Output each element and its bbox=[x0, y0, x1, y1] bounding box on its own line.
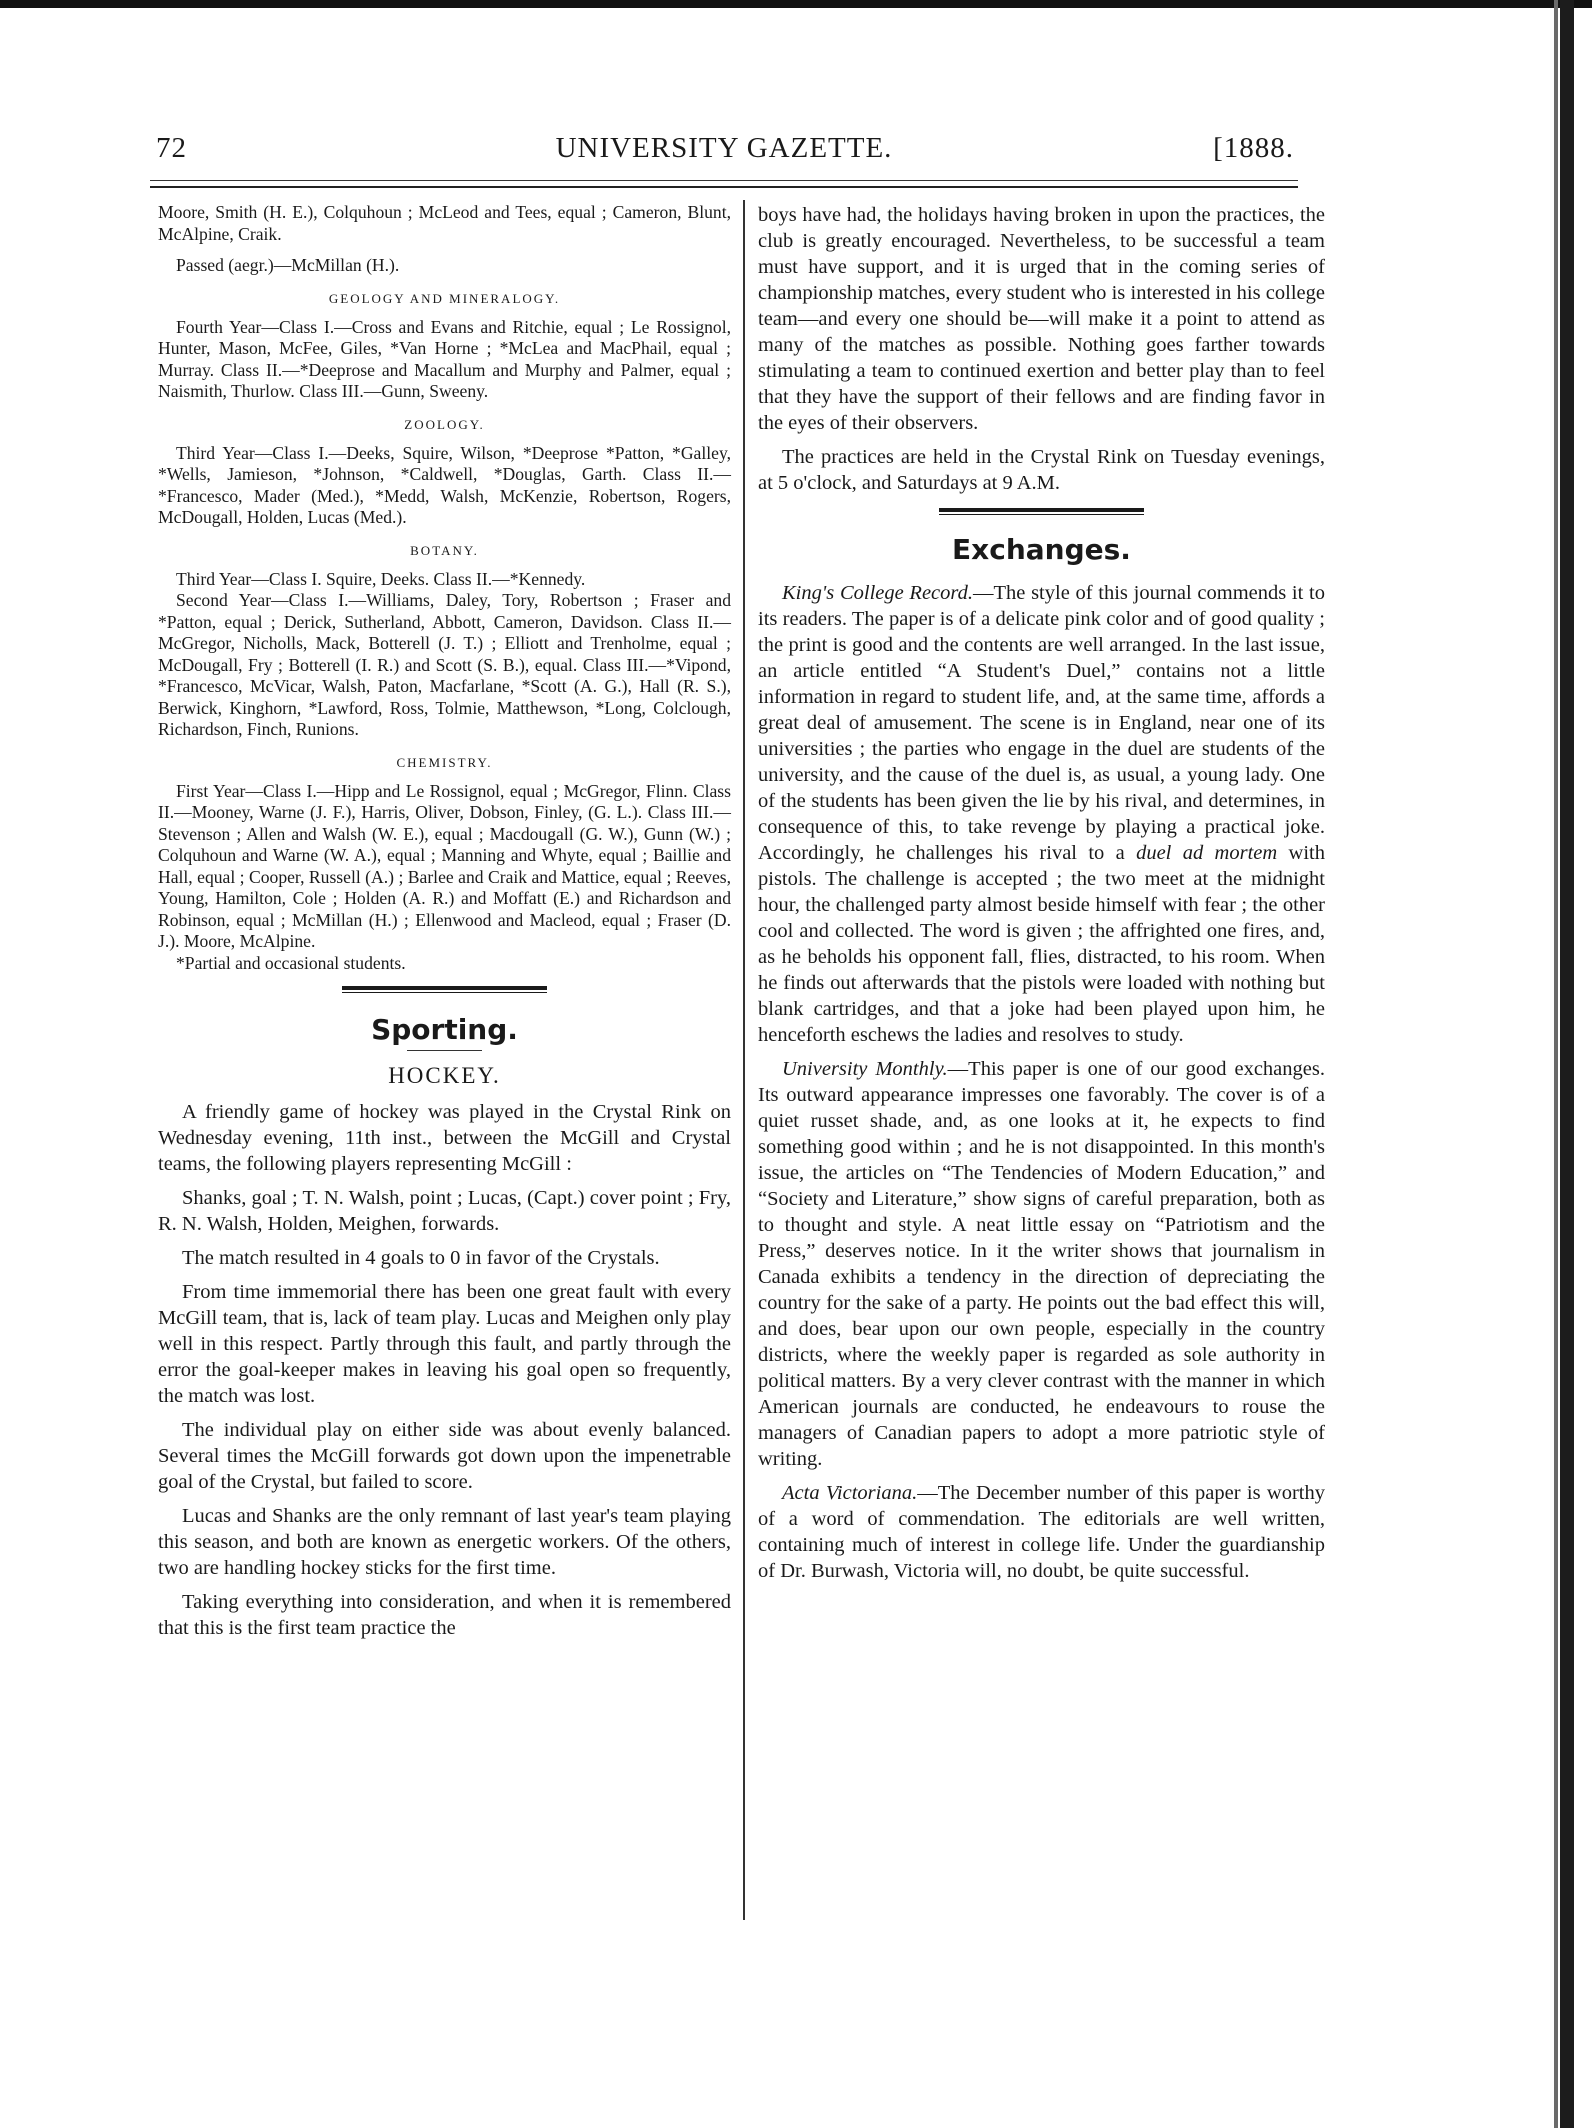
review-text: with pistols. The challenge is accepted ; the two meet at the midnight hour, the challenged party almost beside himself with fear ; the other cool and collected. The word is given ; the affrighted one fires, and, as he beholds his opponent fall, flies, distracted, to his room. When he finds out afterwards that the pistols were loaded with nothing but blank cartridges, and that a joke had been played upon him, he henceforth eschews the ladies and resolves to study. bbox=[758, 842, 1325, 1046]
column-divider bbox=[743, 200, 745, 1920]
geology-results: Fourth Year—Class I.—Cross and Evans and Ritchie, equal ; Le Rossignol, Hunter, Mason, McFee, Giles, *Van Horne ; *McLea and MacPhail, equal ; Murray. Class II.—*Deeprose and Macallum and Murphy and Palmer, equal ; Naismith, Thurlow. Class III.—Gunn, Sweeny. bbox=[158, 316, 731, 401]
journal-name: University Monthly. bbox=[782, 1058, 948, 1080]
exchanges-title: Exchanges. bbox=[952, 533, 1131, 566]
exchange-review-kings bbox=[758, 580, 1325, 1048]
botany-second-year: Second Year—Class I.—Williams, Daley, Tory, Robertson ; Fraser and *Patton, equal ; Derick, Sutherland, Abbott, Cameron, Davidson. Class II.—McGregor, Nicholls, Mack, Botterell (J. T.) ; Elliott and Trenholme, equal ; McDougall, Fry ; Botterell (I. R.) and Scott (S. B.), equal. Class III.—*Vipond, *Francesco, McVicar, Walsh, Paton, Macfarlane, *Scott (A. G.), Hall (R. S.), Berwick, Kinghorn, *Lawford, Ross, Tolmie, Matthewson, *Long, Colclough, Richardson, Finch, Runions. bbox=[158, 590, 731, 739]
aegrotat-note: Passed (aegr.)—McMillan (H.). bbox=[176, 255, 400, 275]
hockey-paragraph: Shanks, goal ; T. N. Walsh, point ; Lucas, (Capt.) cover point ; Fry, R. N. Walsh, Holden, Meighen, forwards. bbox=[158, 1187, 731, 1235]
hockey-paragraph: Taking everything into consideration, and when it is remembered that this is the first team practice the bbox=[158, 1591, 731, 1639]
exchange-review-monthly bbox=[758, 1056, 1325, 1472]
hockey-paragraph: The match resulted in 4 goals to 0 in favor of the Crystals. bbox=[182, 1247, 660, 1269]
scan-top-border bbox=[0, 0, 1592, 8]
results-continued: Moore, Smith (H. E.), Colquhoun ; McLeod and Tees, equal ; Cameron, Blunt, McAlpine, Craik. bbox=[158, 202, 731, 244]
hockey-paragraph: Lucas and Shanks are the only remnant of last year's team playing this season, and both are known as energetic workers. Of the others, two are handling hockey sticks for the first time. bbox=[158, 1505, 731, 1579]
hockey-paragraph: From time immemorial there has been one great fault with every McGill team, that is, lack of team play. Lucas and Meighen only play well in this respect. Partly through this fault, and partly through the error the goal-keeper makes in leaving his goal open so frequently, the match was lost. bbox=[158, 1281, 731, 1407]
page-number: 72 bbox=[156, 132, 187, 164]
hockey-article bbox=[158, 1099, 731, 1641]
chemistry-results: First Year—Class I.—Hipp and Le Rossignol, equal ; McGregor, Flinn. Class II.—Mooney, Warne (J. F.), Harris, Oliver, Dobson, Finley, (G. L.). Class III.—Stevenson ; Allen and Walsh (W. E.), equal ; Macdougall (G. W.), Gunn (W.) ; Colquhoun and Warne (W. A.), equal ; Manning and Whyte, equal ; Baillie and Hall, equal ; Cooper, Russell (A.) ; Barlee and Craik and Mattice, equal ; Reeves, Young, Hamilton, Cole ; Holden (A. R.) and Moffatt (E.) and Richardson and Robinson, equal ; McMillan (H.) ; Ellenwood and Macleod, equal ; Fraser (D. J.). Moore, McAlpine. bbox=[158, 780, 731, 951]
page-header bbox=[150, 132, 1298, 176]
running-title: UNIVERSITY GAZETTE. bbox=[555, 132, 893, 164]
partial-students-note: *Partial and occasional students. bbox=[176, 952, 406, 973]
header-rule-thick bbox=[150, 186, 1298, 188]
right-column bbox=[758, 202, 1325, 1592]
review-text: —The December number of this paper is worthy of a word of commendation. The editorials are well written, containing much of interest in college life. Under the guardianship of Dr. Burwash, Victoria will, no doubt, be quite successful. bbox=[758, 1482, 1326, 1582]
hockey-paragraph: The practices are held in the Crystal Rink on Tuesday evenings, at 5 o'clock, and Saturdays at 9 A.M. bbox=[758, 446, 1325, 494]
hockey-paragraph: The individual play on either side was about evenly balanced. Several times the McGill forwards got down upon the impenetrable goal of the Crystal, but failed to score. bbox=[158, 1419, 731, 1493]
class-lists bbox=[158, 202, 731, 974]
zoology-heading: ZOOLOGY. bbox=[404, 416, 485, 432]
header-rule-thin bbox=[150, 180, 1298, 181]
left-column bbox=[158, 202, 731, 1649]
journal-name: Acta Victoriana. bbox=[782, 1482, 918, 1504]
chemistry-heading: CHEMISTRY. bbox=[396, 754, 493, 770]
exchanges-article bbox=[758, 580, 1325, 1584]
sporting-title: Sporting. bbox=[371, 1013, 518, 1046]
hockey-article-continued bbox=[758, 202, 1325, 496]
zoology-results: Third Year—Class I.—Deeks, Squire, Wilson, *Deeprose *Patton, *Galley, *Wells, Jamieson, *Johnson, *Caldwell, *Douglas, Garth. Class II.—*Francesco, Mader (Med.), *Medd, Walsh, McKenzie, Robertson, Rogers, McDougall, Holden, Lucas (Med.). bbox=[158, 442, 731, 527]
hockey-paragraph: boys have had, the holidays having broken in upon the practices, the club is greatly encouraged. Nevertheless, to be successful a team must have support, and it is urged that in the coming series of championship matches, every student who is interested in his college team—and every one should be—will make it a point to attend as many of the matches as possible. Nothing goes farther towards stimulating a team to continued exertion and better play than to feel that they have the support of their fellows and are finding favor in the eyes of their observers. bbox=[758, 204, 1325, 434]
review-text: —The style of this journal commends it to its readers. The paper is of a delicate pink color and of good quality ; the print is good and the contents are well arranged. In the last issue, an article entitled “A Student's Duel,” contains not a little information in regard to student life, and, at the same time, affords a great deal of amusement. The scene is in England, near one of its universities ; the parties who engage in the duel are students of the university, and the cause of the duel is, as usual, a young lady. One of the students has been given the lie by his rival, and determines, in consequence of this, to take revenge by playing a practical joke. Accordingly, he challenges his rival to a bbox=[758, 582, 1325, 864]
section-divider-rule bbox=[939, 508, 1144, 515]
exchange-review-acta bbox=[758, 1480, 1325, 1584]
binding-edge-dark bbox=[1560, 0, 1574, 2128]
botany-heading: BOTANY. bbox=[410, 542, 479, 558]
sporting-underline bbox=[407, 1050, 482, 1051]
journal-name: King's College Record. bbox=[782, 582, 973, 604]
geology-heading: GEOLOGY AND MINERALOGY. bbox=[328, 290, 561, 306]
hockey-heading: HOCKEY. bbox=[388, 1063, 501, 1088]
review-text: —This paper is one of our good exchanges. Its outward appearance impresses one favorably. The cover is of a quiet russet shade, and, as one looks at it, he expects to find something good within ; and he is not disappointed. In this month's issue, the articles on “The Tendencies of Modern Education,” and “Society and Literature,” show signs of careful preparation, both as to thought and style. A neat little essay on “Patriotism and the Press,” deserves notice. In it the writer shows that journalism in Canada exhibits a tendency in the direction of depreciating the country for the sake of a party. He points out the bad effect this will, and does, bear upon our own people, especially in the country districts, where the weekly paper is regarded as sole authority in political matters. By a very clever contrast with the manner in which American journals are conducted, he endeavours to rouse the managers of Canadian papers to adopt a more patriotic style of writing. bbox=[758, 1058, 1325, 1470]
botany-third-year: Third Year—Class I. Squire, Deeks. Class II.—*Kennedy. bbox=[176, 568, 586, 589]
binding-edge-light bbox=[1554, 0, 1558, 2128]
review-emphasis: duel ad mortem bbox=[1136, 842, 1278, 864]
section-divider-rule bbox=[342, 986, 547, 993]
header-year: [1888. bbox=[1213, 132, 1294, 164]
hockey-paragraph: A friendly game of hockey was played in the Crystal Rink on Wednesday evening, 11th inst., between the McGill and Crystal teams, the following players representing McGill : bbox=[158, 1101, 731, 1175]
